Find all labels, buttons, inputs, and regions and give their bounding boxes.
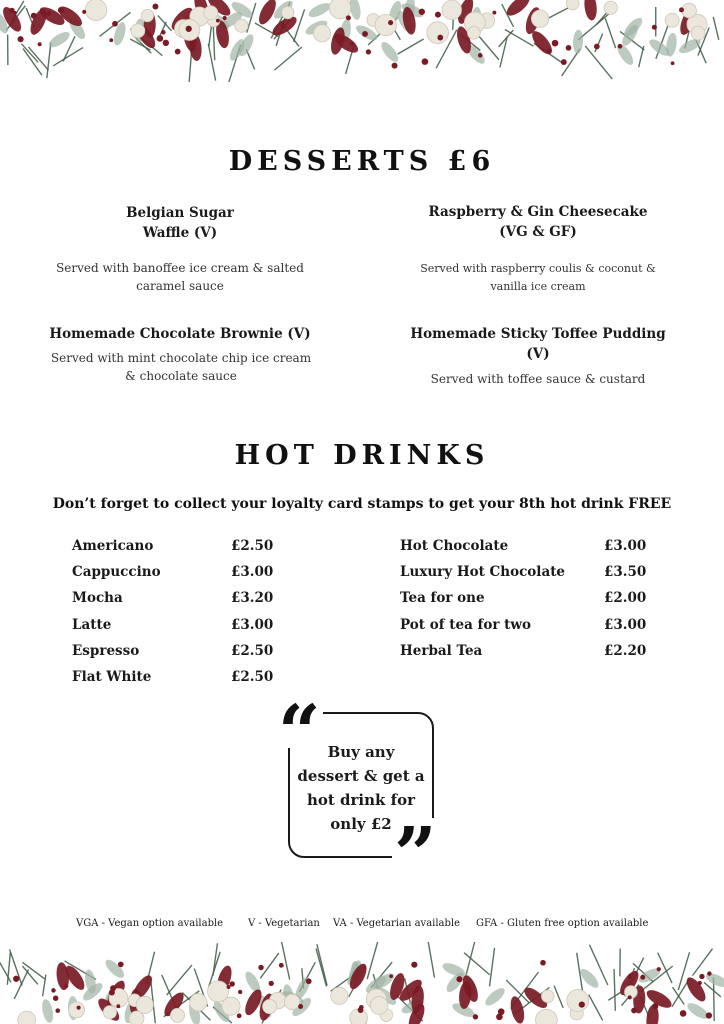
- pine-sprig: [167, 965, 192, 995]
- pine-sprig: [465, 942, 476, 978]
- berry: [707, 971, 711, 975]
- berry: [38, 42, 42, 46]
- key-gfa: GFA - Gluten free option available: [476, 918, 649, 929]
- berry: [496, 1014, 503, 1021]
- drink-name: Pot of tea for two: [400, 617, 531, 633]
- eucalyptus-leaf: [483, 985, 508, 1008]
- dish-waffle-name-line2: Waffle (V): [142, 225, 218, 241]
- key-vga: VGA - Vegan option available: [76, 918, 224, 929]
- drink-name: Latte: [72, 617, 112, 633]
- blossom-flower: [204, 6, 218, 20]
- dish-pudding-name-line1: Homemade Sticky Toffee Pudding: [410, 326, 666, 342]
- berry: [77, 1006, 81, 1010]
- floral-garland-top: [0, 0, 724, 82]
- blossom-flower: [567, 990, 589, 1012]
- dish-pudding-desc-line1: Served with toffee sauce & custard: [430, 372, 646, 386]
- berry: [594, 44, 600, 50]
- berry: [359, 1005, 364, 1010]
- berry: [186, 26, 192, 32]
- berry: [31, 13, 37, 19]
- berry: [640, 975, 645, 980]
- berry: [652, 1003, 658, 1009]
- berry: [628, 974, 633, 979]
- berry: [657, 967, 661, 971]
- desserts-title: DESSERTS £6: [228, 146, 496, 177]
- berry: [679, 7, 684, 12]
- drink-name: Herbal Tea: [400, 643, 483, 659]
- key-va: VA - Vegetarian available: [333, 918, 461, 929]
- berry: [671, 61, 675, 65]
- berry: [152, 3, 158, 9]
- pine-sprig: [614, 969, 615, 1011]
- pine-sprig: [294, 9, 305, 42]
- promo-line: only £2: [330, 815, 392, 833]
- berry: [161, 30, 166, 35]
- floral-garland-top-art: [0, 0, 724, 82]
- berry: [55, 1008, 60, 1013]
- pine-sprig: [21, 44, 38, 62]
- berry: [473, 1014, 478, 1019]
- blossom-flower: [467, 26, 480, 39]
- red-leaf: [644, 987, 674, 1012]
- berry: [227, 985, 231, 989]
- hot-drinks-title: HOT DRINKS: [234, 440, 490, 471]
- red-leaf: [683, 974, 709, 1004]
- berry: [478, 53, 483, 58]
- berry: [628, 995, 632, 999]
- berry: [175, 49, 181, 55]
- blossom-flower: [665, 13, 679, 27]
- dish-brownie-desc-line1: Served with mint chocolate chip ice cream: [50, 351, 312, 365]
- berry: [82, 10, 86, 14]
- blossom-flower: [427, 22, 449, 44]
- blossom-flower: [604, 1, 617, 14]
- blossom-flower: [208, 981, 229, 1002]
- promo-text: [290, 740, 432, 836]
- berry: [13, 976, 19, 982]
- dish-cheesecake-name-line2: (VG & GF): [499, 224, 577, 240]
- pine-sprig: [281, 942, 290, 980]
- berry: [306, 978, 312, 984]
- blossom-flower: [536, 1009, 558, 1024]
- berry: [456, 976, 462, 982]
- drink-price: £2.00: [604, 590, 647, 606]
- drink-name: Espresso: [72, 643, 140, 659]
- blossom-flower: [103, 1006, 116, 1019]
- pine-sprig: [464, 953, 490, 975]
- pine-sprig: [29, 47, 49, 70]
- berry: [238, 990, 242, 994]
- blossom-flower: [284, 994, 299, 1009]
- blossom-flower: [531, 10, 548, 27]
- blossom-flower: [541, 990, 554, 1003]
- dish-cheesecake-desc-line1: Served with raspberry coulis & coconut &: [420, 262, 656, 275]
- blossom-flower: [375, 14, 396, 35]
- berry: [561, 59, 567, 65]
- pine-sprig: [316, 948, 327, 986]
- dish-pudding-name: [400, 324, 676, 364]
- dish-brownie-desc-line2: & chocolate sauce: [125, 369, 237, 383]
- berry: [216, 19, 220, 23]
- pine-sprig: [428, 942, 435, 978]
- berry: [362, 31, 368, 37]
- berry: [47, 11, 52, 16]
- drink-name: Flat White: [72, 669, 152, 685]
- blossom-flower: [691, 26, 705, 40]
- promo-line: Buy any: [327, 743, 395, 761]
- berry: [279, 963, 284, 968]
- blossom-flower: [682, 3, 697, 18]
- blossom-flower: [263, 999, 277, 1013]
- berry: [652, 25, 657, 30]
- blossom-flower: [313, 25, 330, 42]
- red-leaf: [508, 995, 526, 1024]
- eucalyptus-leaf: [40, 998, 55, 1024]
- berry: [706, 1012, 712, 1018]
- eucalyptus-leaf: [103, 957, 127, 981]
- berry: [392, 63, 398, 69]
- drink-name: Hot Chocolate: [400, 538, 509, 554]
- blossom-flower: [442, 0, 461, 19]
- dish-cheesecake-desc-line2: vanilla ice cream: [490, 280, 586, 293]
- dish-brownie-desc: [40, 349, 322, 385]
- drink-name: Cappuccino: [72, 564, 161, 580]
- drink-price: £2.50: [231, 669, 274, 685]
- berry: [258, 965, 263, 970]
- berry: [112, 21, 118, 27]
- red-leaf: [583, 0, 598, 21]
- drink-price: £3.50: [604, 564, 647, 580]
- drink-price: £3.00: [231, 564, 274, 580]
- berry: [116, 1004, 120, 1008]
- pine-sprig: [713, 17, 719, 40]
- dish-brownie-name: [40, 324, 320, 344]
- dish-pudding-name-line2: (V): [526, 346, 550, 362]
- dish-cheesecake-desc: [404, 260, 672, 296]
- pine-sprig: [247, 3, 256, 33]
- blossom-flower: [235, 19, 248, 32]
- berry: [9, 8, 14, 13]
- berry: [631, 1008, 637, 1014]
- berry: [579, 1001, 585, 1007]
- key-v: V - Vegetarian: [248, 918, 320, 929]
- eucalyptus-leaf: [572, 29, 583, 53]
- pine-sprig: [398, 39, 424, 54]
- berry: [18, 36, 24, 42]
- berry: [157, 35, 164, 42]
- berry: [163, 40, 169, 46]
- berry: [698, 981, 702, 985]
- dish-cheesecake-name-line1: Raspberry & Gin Cheesecake: [428, 204, 648, 220]
- berry: [411, 962, 417, 968]
- berry: [110, 985, 116, 991]
- close-quote-icon: ”: [394, 812, 437, 898]
- drink-price: £3.00: [604, 617, 647, 633]
- berry: [64, 984, 68, 988]
- blossom-flower: [170, 1008, 184, 1022]
- floral-garland-bottom-art: [0, 942, 724, 1024]
- berry: [118, 962, 124, 968]
- berry: [281, 24, 285, 28]
- floral-garland-bottom: [0, 942, 724, 1024]
- blossom-flower: [141, 9, 153, 21]
- berry: [109, 38, 113, 42]
- dish-waffle-desc-line2: caramel sauce: [136, 279, 224, 293]
- berry: [419, 9, 425, 15]
- drink-price: £3.00: [604, 538, 647, 554]
- blossom-flower: [566, 0, 579, 10]
- pine-sprig: [585, 46, 612, 79]
- berry: [51, 988, 56, 993]
- promo-line: dessert & get a: [297, 767, 425, 785]
- berry: [618, 44, 623, 49]
- blossom-flower: [69, 1002, 85, 1018]
- blossom-flower: [85, 0, 106, 21]
- blossom-flower: [18, 1011, 36, 1024]
- drink-price: £2.20: [604, 643, 647, 659]
- pine-sprig: [47, 42, 51, 78]
- berry: [388, 20, 393, 25]
- berry: [492, 11, 496, 15]
- blossom-flower: [190, 994, 207, 1011]
- berry: [437, 35, 443, 41]
- loyalty-note: Don’t forget to collect your loyalty card stamps to get your 8th hot drink FREE: [52, 496, 672, 512]
- drink-price: £2.50: [231, 538, 274, 554]
- berry: [346, 15, 351, 20]
- pine-sprig: [595, 34, 603, 52]
- pine-sprig: [554, 986, 563, 1008]
- drink-price: £3.20: [231, 590, 274, 606]
- pine-sprig: [158, 15, 172, 30]
- berry: [540, 960, 546, 966]
- blossom-flower: [370, 997, 388, 1015]
- berry: [298, 1004, 303, 1009]
- berry: [58, 7, 64, 13]
- berry: [566, 45, 572, 51]
- berry: [680, 1010, 687, 1017]
- eucalyptus-leaf: [307, 0, 333, 20]
- berry: [269, 981, 274, 986]
- pine-sprig: [274, 47, 301, 70]
- blossom-flower: [282, 6, 294, 18]
- berry: [229, 981, 234, 986]
- blossom-flower: [131, 24, 145, 38]
- blossom-flower: [136, 996, 153, 1013]
- drink-name: Mocha: [72, 590, 123, 606]
- berry: [552, 40, 559, 47]
- berry: [350, 42, 354, 46]
- drink-name: Tea for one: [400, 590, 485, 606]
- berry: [389, 974, 393, 978]
- drink-name: Americano: [72, 538, 154, 554]
- pine-sprig: [589, 995, 603, 1021]
- blossom-flower: [331, 987, 348, 1004]
- open-quote-icon: “: [278, 690, 321, 776]
- dish-waffle-desc: [40, 259, 320, 295]
- eucalyptus-leaf: [685, 1000, 711, 1021]
- berry: [435, 12, 441, 18]
- pine-sprig: [605, 18, 615, 48]
- dish-brownie-name-line1: Homemade Chocolate Brownie (V): [49, 326, 311, 342]
- berry: [366, 49, 371, 54]
- drink-price: £3.00: [231, 617, 274, 633]
- drink-name: Luxury Hot Chocolate: [400, 564, 566, 580]
- pine-sprig: [317, 944, 327, 985]
- dish-waffle-name-line1: Belgian Sugar: [126, 205, 234, 221]
- dish-pudding-desc: [400, 370, 676, 388]
- dish-waffle-name: [60, 203, 300, 243]
- dish-waffle-desc-line1: Served with banoffee ice cream & salted: [56, 261, 304, 275]
- berry: [422, 58, 429, 65]
- berry: [223, 16, 227, 20]
- eucalyptus-leaf: [378, 39, 401, 64]
- berry: [53, 996, 58, 1001]
- drink-price: £2.50: [231, 643, 274, 659]
- dish-cheesecake-name: [400, 202, 676, 242]
- berry: [547, 49, 552, 54]
- pine-sprig: [490, 948, 495, 986]
- berry: [699, 974, 704, 979]
- promo-line: hot drink for: [306, 791, 416, 809]
- berry: [237, 1013, 242, 1018]
- pine-sprig: [367, 942, 378, 979]
